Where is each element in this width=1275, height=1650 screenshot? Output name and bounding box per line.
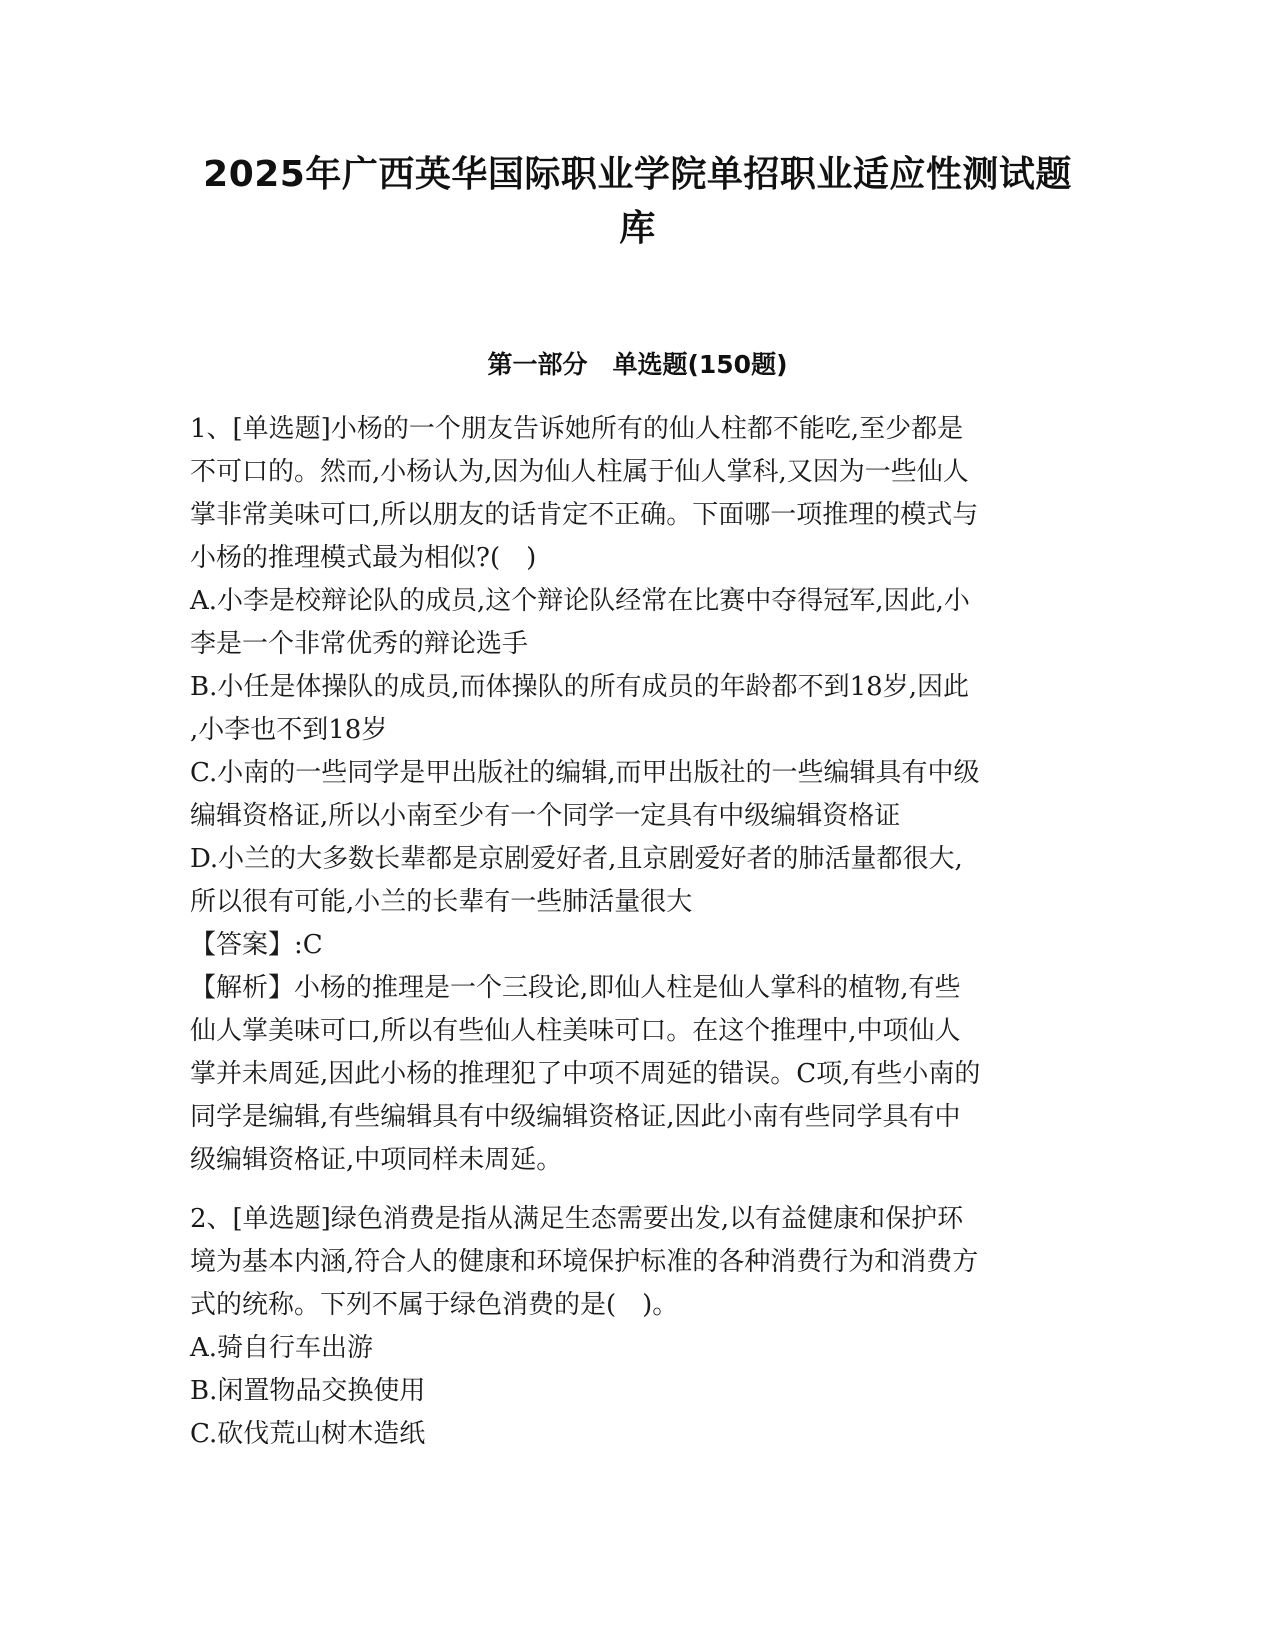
stem-line: 境为基本内涵,符合人的健康和环境保护标准的各种消费行为和消费方	[190, 1247, 979, 1277]
option-a: A.骑自行车出游	[190, 1333, 374, 1363]
document-title-line-2: 库	[619, 208, 656, 249]
question-2	[190, 1198, 1090, 1456]
option-line: 所以很有可能,小兰的长辈有一些肺活量很大	[190, 887, 693, 917]
option-line: B.小任是体操队的成员,而体操队的所有成员的年龄都不到18岁,因此	[190, 672, 969, 702]
question-stem	[190, 408, 1090, 580]
option-c: C.砍伐荒山树木造纸	[190, 1419, 426, 1449]
analysis-line: 仙人掌美味可口,所以有些仙人柱美味可口。在这个推理中,中项仙人	[190, 1016, 961, 1046]
option-a	[190, 580, 1090, 666]
option-line: A.小李是校辩论队的成员,这个辩论队经常在比赛中夺得冠军,因此,小	[190, 586, 970, 616]
document-title-line-1: 2025年广西英华国际职业学院单招职业适应性测试题	[203, 154, 1072, 195]
stem-line: 不可口的。然而,小杨认为,因为仙人柱属于仙人掌科,又因为一些仙人	[190, 457, 969, 487]
analysis-line: 【解析】小杨的推理是一个三段论,即仙人柱是仙人掌科的植物,有些	[190, 973, 961, 1003]
analysis	[190, 967, 1090, 1182]
analysis-line: 同学是编辑,有些编辑具有中级编辑资格证,因此小南有些同学具有中	[190, 1102, 961, 1132]
document-title	[160, 148, 1115, 256]
option-d	[190, 838, 1090, 924]
question-spacer	[190, 1182, 1090, 1198]
answer: 【答案】:C	[190, 930, 323, 960]
question-list	[190, 408, 1090, 1456]
question-1	[190, 408, 1090, 1182]
section-title: 第一部分 单选题(150题)	[487, 350, 788, 379]
stem-line: 式的统称。下列不属于绿色消费的是( )。	[190, 1290, 679, 1320]
option-c	[190, 752, 1090, 838]
option-b: B.闲置物品交换使用	[190, 1376, 426, 1406]
stem-line: 1、[单选题]小杨的一个朋友告诉她所有的仙人柱都不能吃,至少都是	[190, 414, 964, 444]
option-line: 编辑资格证,所以小南至少有一个同学一定具有中级编辑资格证	[190, 801, 901, 831]
stem-line: 2、[单选题]绿色消费是指从满足生态需要出发,以有益健康和保护环	[190, 1204, 964, 1234]
question-stem	[190, 1198, 1090, 1327]
stem-line: 掌非常美味可口,所以朋友的话肯定不正确。下面哪一项推理的模式与	[190, 500, 979, 530]
option-line: C.小南的一些同学是甲出版社的编辑,而甲出版社的一些编辑具有中级	[190, 758, 980, 788]
option-b	[190, 666, 1090, 752]
analysis-line: 掌并未周延,因此小杨的推理犯了中项不周延的错误。C项,有些小南的	[190, 1059, 981, 1089]
analysis-line: 级编辑资格证,中项同样未周延。	[190, 1145, 563, 1175]
option-line: 李是一个非常优秀的辩论选手	[190, 629, 529, 659]
stem-line: 小杨的推理模式最为相似?( )	[190, 543, 537, 573]
option-line: D.小兰的大多数长辈都是京剧爱好者,且京剧爱好者的肺活量都很大,	[190, 844, 963, 874]
option-line: ,小李也不到18岁	[190, 715, 388, 745]
